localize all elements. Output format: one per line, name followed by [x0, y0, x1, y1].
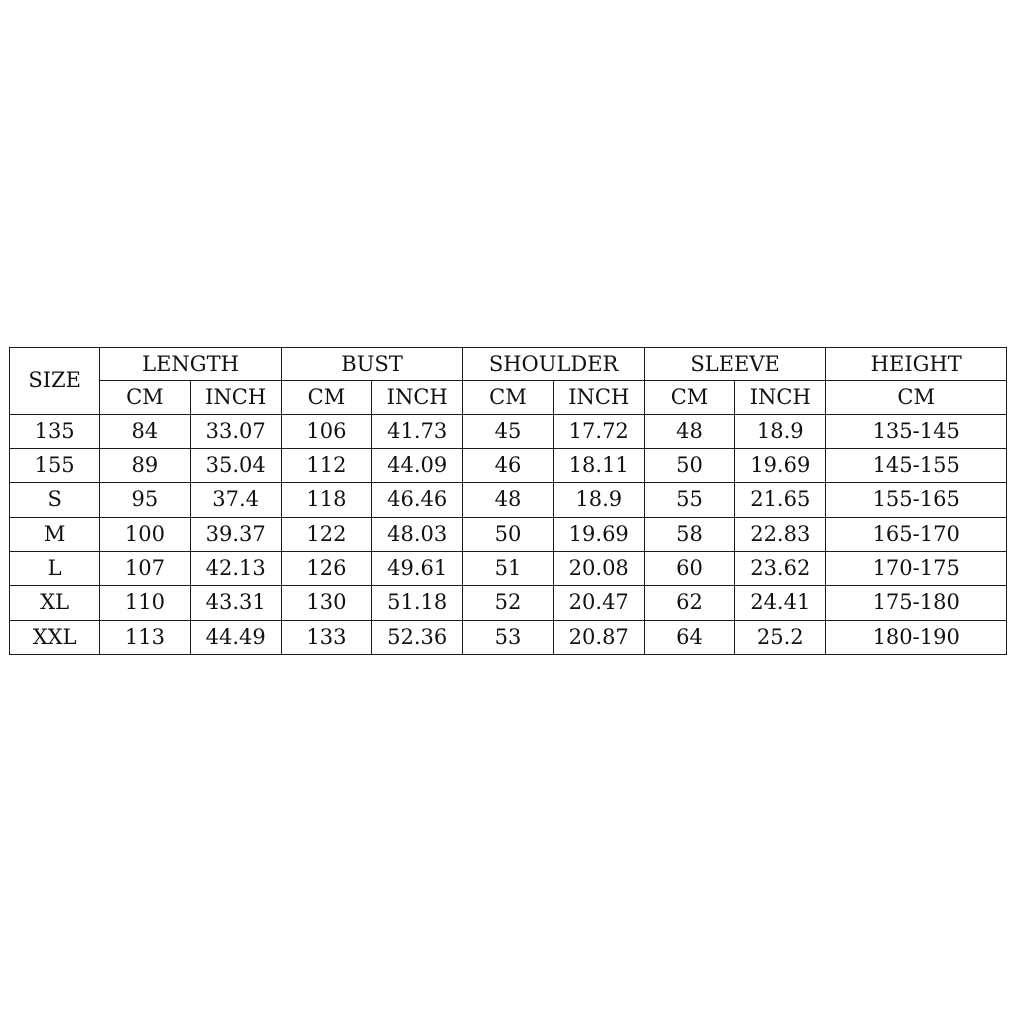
- sleeve-cm-cell: 50: [644, 448, 734, 482]
- unit-header-shoulder-cm: CM: [463, 381, 553, 414]
- size-cell: M: [10, 517, 100, 551]
- sleeve-cm-cell: 58: [644, 517, 734, 551]
- sleeve-inch-cell: 21.65: [735, 483, 826, 517]
- bust-cm-cell: 106: [281, 414, 371, 448]
- group-header-bust: BUST: [281, 348, 463, 381]
- table-row: [10, 414, 1007, 448]
- height-cm-cell: 135-145: [826, 414, 1007, 448]
- size-cell: 155: [10, 448, 100, 482]
- sleeve-inch-cell: 24.41: [735, 586, 826, 620]
- bust-inch-cell: 51.18: [372, 586, 463, 620]
- length-inch-cell: 35.04: [190, 448, 281, 482]
- shoulder-cm-cell: 52: [463, 586, 553, 620]
- table-row: [10, 483, 1007, 517]
- unit-header-bust-cm: CM: [281, 381, 371, 414]
- bust-inch-cell: 52.36: [372, 620, 463, 654]
- unit-header-height-cm: CM: [826, 381, 1007, 414]
- shoulder-cm-cell: 51: [463, 551, 553, 585]
- length-inch-cell: 39.37: [190, 517, 281, 551]
- bust-cm-cell: 126: [281, 551, 371, 585]
- unit-header-shoulder-inch: INCH: [553, 381, 644, 414]
- length-inch-cell: 37.4: [190, 483, 281, 517]
- sleeve-cm-cell: 64: [644, 620, 734, 654]
- group-header-height: HEIGHT: [826, 348, 1007, 381]
- group-header-row: [10, 348, 1007, 381]
- length-inch-cell: 43.31: [190, 586, 281, 620]
- group-header-shoulder: SHOULDER: [463, 348, 645, 381]
- size-column-header: SIZE: [10, 348, 100, 415]
- shoulder-inch-cell: 20.47: [553, 586, 644, 620]
- unit-header-sleeve-inch: INCH: [735, 381, 826, 414]
- sleeve-cm-cell: 55: [644, 483, 734, 517]
- bust-inch-cell: 49.61: [372, 551, 463, 585]
- unit-header-sleeve-cm: CM: [644, 381, 734, 414]
- shoulder-inch-cell: 20.08: [553, 551, 644, 585]
- table-row: [10, 620, 1007, 654]
- table-row: [10, 586, 1007, 620]
- bust-cm-cell: 133: [281, 620, 371, 654]
- length-cm-cell: 100: [100, 517, 190, 551]
- height-cm-cell: 155-165: [826, 483, 1007, 517]
- unit-header-row: [10, 381, 1007, 414]
- size-cell: S: [10, 483, 100, 517]
- length-cm-cell: 84: [100, 414, 190, 448]
- length-inch-cell: 33.07: [190, 414, 281, 448]
- table-row: [10, 448, 1007, 482]
- bust-cm-cell: 118: [281, 483, 371, 517]
- shoulder-inch-cell: 18.9: [553, 483, 644, 517]
- sleeve-cm-cell: 60: [644, 551, 734, 585]
- bust-inch-cell: 48.03: [372, 517, 463, 551]
- size-cell: XL: [10, 586, 100, 620]
- sleeve-inch-cell: 25.2: [735, 620, 826, 654]
- sleeve-inch-cell: 18.9: [735, 414, 826, 448]
- size-cell: L: [10, 551, 100, 585]
- table-row: [10, 551, 1007, 585]
- bust-inch-cell: 44.09: [372, 448, 463, 482]
- shoulder-inch-cell: 19.69: [553, 517, 644, 551]
- table-row: [10, 517, 1007, 551]
- size-chart-body: [10, 348, 1007, 655]
- length-cm-cell: 95: [100, 483, 190, 517]
- group-header-length: LENGTH: [100, 348, 282, 381]
- unit-header-length-inch: INCH: [190, 381, 281, 414]
- size-cell: XXL: [10, 620, 100, 654]
- shoulder-cm-cell: 48: [463, 483, 553, 517]
- length-cm-cell: 89: [100, 448, 190, 482]
- shoulder-cm-cell: 45: [463, 414, 553, 448]
- shoulder-inch-cell: 18.11: [553, 448, 644, 482]
- unit-header-bust-inch: INCH: [372, 381, 463, 414]
- bust-cm-cell: 112: [281, 448, 371, 482]
- sleeve-inch-cell: 22.83: [735, 517, 826, 551]
- length-cm-cell: 107: [100, 551, 190, 585]
- height-cm-cell: 175-180: [826, 586, 1007, 620]
- size-chart-table: [9, 347, 1007, 655]
- height-cm-cell: 170-175: [826, 551, 1007, 585]
- shoulder-inch-cell: 17.72: [553, 414, 644, 448]
- bust-inch-cell: 41.73: [372, 414, 463, 448]
- bust-cm-cell: 130: [281, 586, 371, 620]
- sleeve-inch-cell: 23.62: [735, 551, 826, 585]
- shoulder-inch-cell: 20.87: [553, 620, 644, 654]
- shoulder-cm-cell: 50: [463, 517, 553, 551]
- length-inch-cell: 44.49: [190, 620, 281, 654]
- length-cm-cell: 113: [100, 620, 190, 654]
- shoulder-cm-cell: 53: [463, 620, 553, 654]
- height-cm-cell: 180-190: [826, 620, 1007, 654]
- shoulder-cm-cell: 46: [463, 448, 553, 482]
- height-cm-cell: 145-155: [826, 448, 1007, 482]
- length-inch-cell: 42.13: [190, 551, 281, 585]
- bust-inch-cell: 46.46: [372, 483, 463, 517]
- length-cm-cell: 110: [100, 586, 190, 620]
- unit-header-length-cm: CM: [100, 381, 190, 414]
- height-cm-cell: 165-170: [826, 517, 1007, 551]
- sleeve-cm-cell: 48: [644, 414, 734, 448]
- sleeve-inch-cell: 19.69: [735, 448, 826, 482]
- group-header-sleeve: SLEEVE: [644, 348, 826, 381]
- bust-cm-cell: 122: [281, 517, 371, 551]
- sleeve-cm-cell: 62: [644, 586, 734, 620]
- size-cell: 135: [10, 414, 100, 448]
